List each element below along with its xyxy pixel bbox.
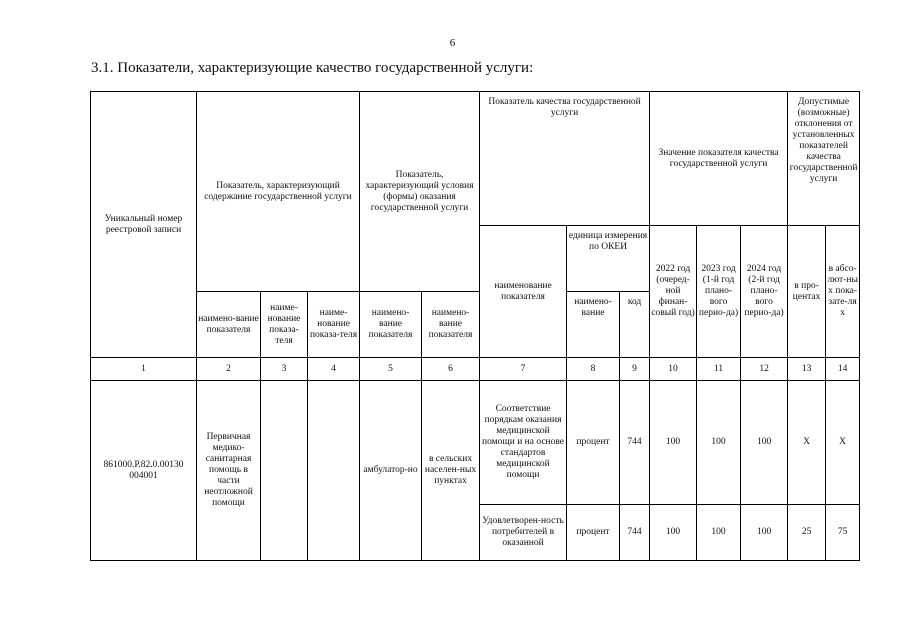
column-number: 1 (91, 358, 197, 381)
unit-code: 744 (620, 381, 650, 505)
header-sub-name-3: наиме-нование показа-теля (308, 292, 360, 358)
registry-number: 861000.Р.82.0.00130 004001 (91, 381, 197, 561)
header-sub-name-1: наимено-вание показателя (197, 292, 261, 358)
header-registry-number: Уникальный номер реестровой записи (91, 92, 197, 358)
column-number: 14 (826, 358, 860, 381)
column-number: 13 (788, 358, 826, 381)
header-allowed-deviation: Допустимые (возможные) отклонения от установленных показателей качества государственной услуги (788, 92, 860, 226)
condition-indicator-1: амбулатор-но (360, 381, 422, 561)
column-number: 11 (697, 358, 741, 381)
column-number: 4 (308, 358, 360, 381)
unit-name: процент (567, 381, 620, 505)
column-number: 10 (650, 358, 697, 381)
header-in-percent: в про-центах (788, 226, 826, 358)
header-unit-code: код (620, 292, 650, 358)
deviation-percent: 25 (788, 505, 826, 561)
content-indicator-3 (308, 381, 360, 561)
page-number: 6 (449, 37, 456, 49)
deviation-absolute: 75 (826, 505, 860, 561)
unit-code: 744 (620, 505, 650, 561)
content-indicator-2 (261, 381, 308, 561)
header-sub-name-5: наимено-вание показателя (422, 292, 480, 358)
value-2024: 100 (741, 381, 788, 505)
header-quality-indicator: Показатель качества государственной услуги (480, 92, 650, 226)
header-indicator-value: Значение показателя качества государственной услуги (650, 92, 788, 226)
deviation-percent: X (788, 381, 826, 505)
value-2022: 100 (650, 381, 697, 505)
column-number: 9 (620, 358, 650, 381)
column-number: 12 (741, 358, 788, 381)
quality-indicator-name: Удовлетворен-ность потребителей в оказанной (480, 505, 567, 561)
table-row (91, 381, 860, 505)
value-2024: 100 (741, 505, 788, 561)
header-year-2023: 2023 год (1-й год плано-вого перио-да) (697, 226, 741, 358)
value-2023: 100 (697, 505, 741, 561)
header-year-2024: 2024 год (2-й год плано-вого перио-да) (741, 226, 788, 358)
column-number: 2 (197, 358, 261, 381)
deviation-absolute: X (826, 381, 860, 505)
header-sub-name-4: наимено-вание показателя (360, 292, 422, 358)
header-year-2022: 2022 год (очеред-ной финан-совый год) (650, 226, 697, 358)
column-number: 6 (422, 358, 480, 381)
column-number: 8 (567, 358, 620, 381)
header-content-indicator: Показатель, характеризующий содержание государственной услуги (197, 92, 360, 292)
column-number: 7 (480, 358, 567, 381)
quality-indicators-table (90, 91, 860, 561)
unit-name: процент (567, 505, 620, 561)
header-sub-name-2: наиме-нование показа-теля (261, 292, 308, 358)
value-2023: 100 (697, 381, 741, 505)
header-unit-name: наимено-вание (567, 292, 620, 358)
value-2022: 100 (650, 505, 697, 561)
header-conditions-indicator: Показатель, характеризующий условия (формы) оказания государственной услуги (360, 92, 480, 292)
quality-indicator-name: Соответствие порядкам оказания медицинской помощи и на основе стандартов медицинской помощи (480, 381, 567, 505)
condition-indicator-2: в сельских населен-ных пунктах (422, 381, 480, 561)
header-indicator-name: наименование показателя (480, 226, 567, 358)
column-number: 5 (360, 358, 422, 381)
header-in-absolute: в абсо-лют-ных пока-зате-лях (826, 226, 860, 358)
section-title: 3.1. Показатели, характеризующие качество государственной услуги: (91, 60, 534, 76)
column-number: 3 (261, 358, 308, 381)
content-indicator-1: Первичная медико-санитарная помощь в части неотложной помощи (197, 381, 261, 561)
header-unit-okei: единица измерения по ОКЕИ (567, 226, 650, 292)
